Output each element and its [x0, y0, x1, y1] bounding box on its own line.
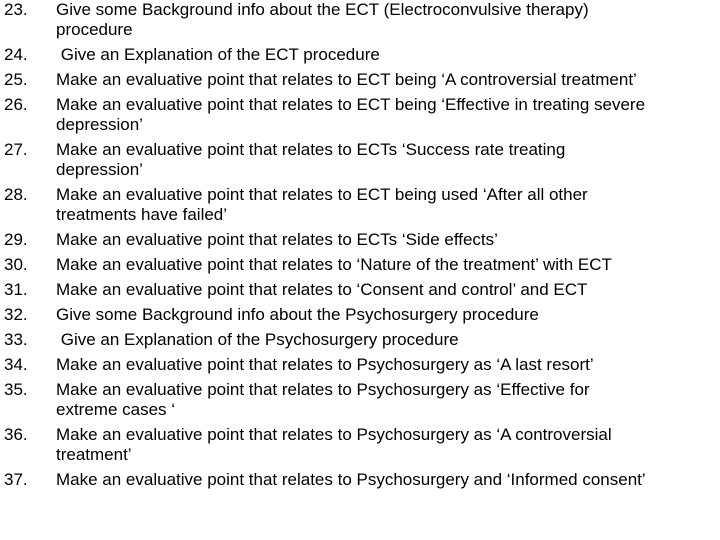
item-number: 28. [4, 185, 28, 204]
item-number: 25. [4, 70, 28, 89]
item-text: Make an evaluative point that relates to Psychosurgery as ‘A last resort’ [56, 355, 594, 374]
list-item [0, 45, 720, 65]
item-number: 29. [4, 230, 28, 249]
item-text: Give an Explanation of the ECT procedure [56, 45, 380, 64]
item-text: Make an evaluative point that relates to ECT being used ‘After all other treatments have failed’ [56, 185, 588, 224]
item-number: 24. [4, 45, 28, 64]
item-text: Give some Background info about the Psychosurgery procedure [56, 305, 539, 324]
item-number: 33. [4, 330, 28, 349]
item-text: Make an evaluative point that relates to ECT being ‘A controversial treatment’ [56, 70, 637, 89]
item-number: 35. [4, 380, 28, 399]
list-item [0, 380, 720, 420]
item-text: Make an evaluative point that relates to ‘Consent and control’ and ECT [56, 280, 588, 299]
list-item [0, 470, 720, 490]
item-text: Make an evaluative point that relates to Psychosurgery as ‘A controversial treatment’ [56, 425, 612, 464]
list-item [0, 0, 720, 40]
list-item [0, 280, 720, 300]
list-item [0, 185, 720, 225]
item-number: 37. [4, 470, 28, 489]
item-text: Make an evaluative point that relates to ECTs ‘Success rate treating depression’ [56, 140, 566, 179]
list-item [0, 330, 720, 350]
item-number: 31. [4, 280, 28, 299]
item-number: 36. [4, 425, 28, 444]
item-number: 23. [4, 0, 28, 19]
item-number: 27. [4, 140, 28, 159]
item-text: Make an evaluative point that relates to ECT being ‘Effective in treating severe depression’ [56, 95, 646, 134]
list-item [0, 230, 720, 250]
list-item [0, 305, 720, 325]
item-number: 26. [4, 95, 28, 114]
list-item [0, 355, 720, 375]
item-text: Make an evaluative point that relates to ‘Nature of the treatment’ with ECT [56, 255, 612, 274]
item-number: 32. [4, 305, 28, 324]
list-item [0, 255, 720, 275]
list-item [0, 95, 720, 135]
item-number: 34. [4, 355, 28, 374]
item-number: 30. [4, 255, 28, 274]
item-text: Make an evaluative point that relates to Psychosurgery as ‘Effective for extreme cases ‘ [56, 380, 590, 419]
list-item [0, 70, 720, 90]
item-text: Give some Background info about the ECT (Electroconvulsive therapy) procedure [56, 0, 589, 39]
item-text: Make an evaluative point that relates to ECTs ‘Side effects’ [56, 230, 498, 249]
list-item [0, 140, 720, 180]
item-text: Make an evaluative point that relates to Psychosurgery and ‘Informed consent’ [56, 470, 646, 489]
item-text: Give an Explanation of the Psychosurgery procedure [56, 330, 459, 349]
list-item [0, 425, 720, 465]
